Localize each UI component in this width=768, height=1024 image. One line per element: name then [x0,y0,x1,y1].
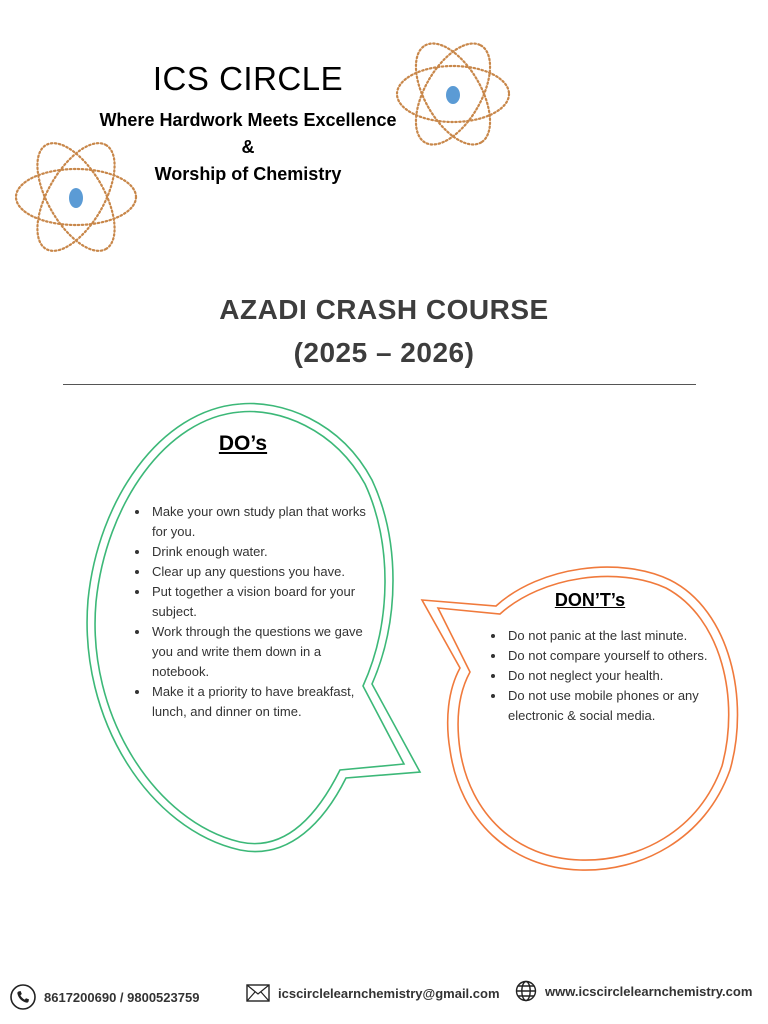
donts-list [490,626,712,726]
list-item: • Do not compare yourself to others. [506,646,712,666]
phone-icon [10,984,36,1010]
list-item: • Do not panic at the last minute. [506,626,712,646]
email-link[interactable]: icscirclelearnchemistry@gmail.com [278,985,500,1001]
institute-subtitle: Worship of Chemistry [154,164,342,184]
tagline: Where Hardwork Meets Excellence [99,110,397,130]
footer-website [515,980,752,1002]
list-item: • Make it a priority to have breakfast, lunch, and dinner on time. [150,682,374,722]
globe-icon [515,980,537,1002]
dos-list [134,502,374,722]
list-item: • Clear up any questions you have. [150,562,374,582]
course-years: (2025 – 2026) [293,337,475,368]
footer-phone [10,984,199,1010]
list-item: • Put together a vision board for your subject. [150,582,374,622]
phone-numbers[interactable]: 8617200690 / 9800523759 [44,989,200,1005]
list-item: • Work through the questions we gave you and write them down in a notebook. [150,622,374,682]
list-item: • Make your own study plan that works for you. [150,502,374,542]
list-item: • Do not use mobile phones or any electronic & social media. [506,686,712,726]
course-name: AZADI CRASH COURSE [219,294,549,325]
list-item: • Do not neglect your health. [506,666,712,686]
donts-heading: DON’T’s [554,590,626,610]
footer-email [246,984,500,1002]
envelope-icon [246,984,270,1002]
website-link[interactable]: www.icscirclelearnchemistry.com [545,983,753,999]
tagline-ampersand: & [241,137,255,157]
institute-title: ICS CIRCLE [152,60,344,97]
list-item: • Drink enough water. [150,542,374,562]
dos-heading: DO’s [218,432,268,455]
